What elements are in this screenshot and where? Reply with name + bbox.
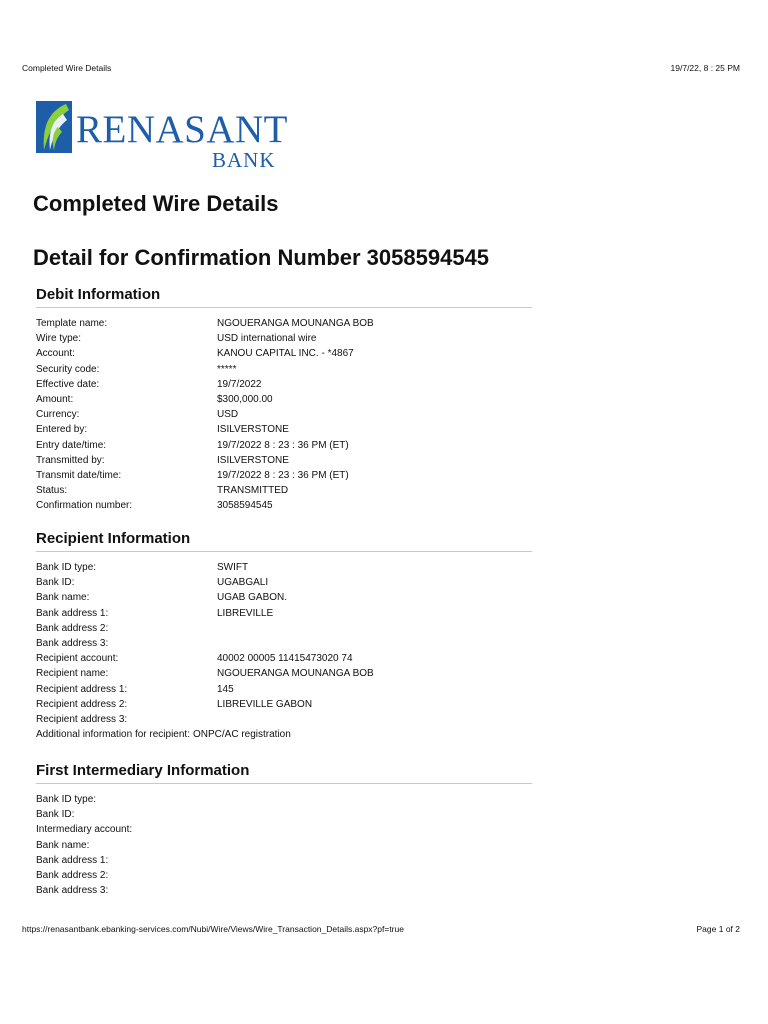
intermediary-heading: First Intermediary Information [36,761,532,784]
detail-row [36,392,532,407]
detail-row [36,712,532,727]
detail-row [36,453,532,468]
detail-row [36,651,532,666]
field-value: ONPC/AC registration [192,729,291,741]
field-label: Intermediary account: [36,824,133,836]
detail-row [36,697,532,712]
detail-row [36,346,532,361]
field-label: Entry date/time: [36,439,107,451]
field-value: ***** [217,363,237,375]
print-footer-page: Page 1 of 2 [696,924,740,934]
field-value: TRANSMITTED [217,485,289,497]
debit-rows [36,316,532,513]
detail-row [36,438,532,453]
field-label: Additional information for recipient: [36,729,190,741]
detail-row [36,636,532,651]
bank-logo [36,96,289,176]
detail-row [36,575,532,590]
field-value: LIBREVILLE GABON [217,698,313,710]
field-value [217,807,532,822]
field-value: 3058594545 [217,500,273,512]
detail-row [36,868,532,883]
field-value [217,868,532,883]
field-value [217,838,532,853]
field-label: Amount: [36,393,74,405]
field-value [217,822,532,837]
field-value: 19/7/2022 [217,378,262,390]
page-title: Completed Wire Details [33,191,279,216]
field-value: UGAB GABON. [217,592,288,604]
field-value: NGOUERANGA MOUNANGA BOB [217,318,374,329]
print-footer-url: https://renasantbank.ebanking-services.com/Nubi/Wire/Views/Wire_Transaction_Details.aspx?pf=true [22,924,404,934]
recipient-section [36,529,532,742]
field-label: Bank address 1: [36,607,109,619]
debit-heading: Debit Information [36,285,532,308]
additional-info-row [36,727,532,742]
detail-row [36,853,532,868]
field-label: Security code: [36,363,100,375]
detail-row [36,590,532,605]
field-value [217,636,532,651]
recipient-rows [36,560,532,742]
field-value [217,853,532,868]
field-label: Currency: [36,409,80,421]
recipient-heading: Recipient Information [36,529,532,552]
detail-row [36,316,532,331]
field-label: Transmit date/time: [36,469,122,481]
detail-row [36,422,532,437]
field-value: ISILVERSTONE [217,454,289,466]
detail-row [36,498,532,513]
field-label: Confirmation number: [36,500,133,512]
field-value [217,883,532,898]
field-label: Bank address 2: [36,622,109,634]
field-label: Bank ID: [36,577,75,589]
field-label: Template name: [36,318,108,329]
field-value: 145 [217,683,234,695]
field-value: SWIFT [217,562,249,573]
field-label: Recipient name: [36,668,109,680]
field-label: Bank ID type: [36,794,97,805]
detail-row [36,362,532,377]
print-footer [22,924,740,936]
detail-row [36,606,532,621]
detail-row [36,666,532,681]
field-label: Bank address 1: [36,854,109,866]
field-value: 19/7/2022 8 : 23 : 36 PM (ET) [217,469,349,481]
field-label: Bank ID: [36,809,75,821]
field-label: Status: [36,485,68,497]
detail-row [36,883,532,898]
field-label: Recipient address 3: [36,713,128,725]
field-value: USD international wire [217,333,317,345]
detail-row [36,838,532,853]
field-label: Bank name: [36,592,90,604]
logo-name: RENASANT [76,108,289,151]
logo-sub: BANK [212,148,276,172]
field-value: UGABGALI [217,577,269,589]
field-label: Bank address 3: [36,885,109,897]
detail-row [36,331,532,346]
field-label: Transmitted by: [36,454,105,466]
print-header-title: Completed Wire Details [22,63,112,73]
field-label: Entered by: [36,424,88,436]
field-value: USD [217,409,239,421]
detail-row [36,483,532,498]
detail-title: Detail for Confirmation Number 3058594545 [33,245,490,270]
detail-row [36,468,532,483]
field-label: Recipient address 1: [36,683,128,695]
field-label: Bank ID type: [36,562,97,573]
field-label: Bank name: [36,839,90,851]
detail-row [36,407,532,422]
print-header [22,63,740,75]
debit-section [36,285,532,513]
leaf-logo-icon [36,101,72,153]
detail-row [36,377,532,392]
field-label: Recipient address 2: [36,698,128,710]
field-label: Effective date: [36,378,100,390]
field-value: 19/7/2022 8 : 23 : 36 PM (ET) [217,439,349,451]
detail-row [36,682,532,697]
field-label: Wire type: [36,333,82,345]
intermediary-rows [36,792,532,898]
detail-row [36,621,532,636]
field-label: Bank address 2: [36,869,109,881]
detail-row [36,807,532,822]
field-label: Recipient account: [36,653,119,665]
intermediary-section [36,761,532,898]
field-value [217,792,532,807]
field-value: LIBREVILLE [217,607,274,619]
field-value [217,621,532,636]
detail-row [36,822,532,837]
detail-row [36,792,532,807]
field-value: ISILVERSTONE [217,424,289,436]
field-value [217,712,532,727]
print-header-datetime: 19/7/22, 8 : 25 PM [670,63,740,73]
field-label: Bank address 3: [36,637,109,649]
detail-row [36,560,532,575]
field-value: $300,000.00 [217,393,273,405]
field-value: NGOUERANGA MOUNANGA BOB [217,668,374,680]
field-value: KANOU CAPITAL INC. - *4867 [217,348,354,360]
field-value: 40002 00005 11415473020 74 [217,653,353,665]
field-label: Account: [36,348,75,360]
